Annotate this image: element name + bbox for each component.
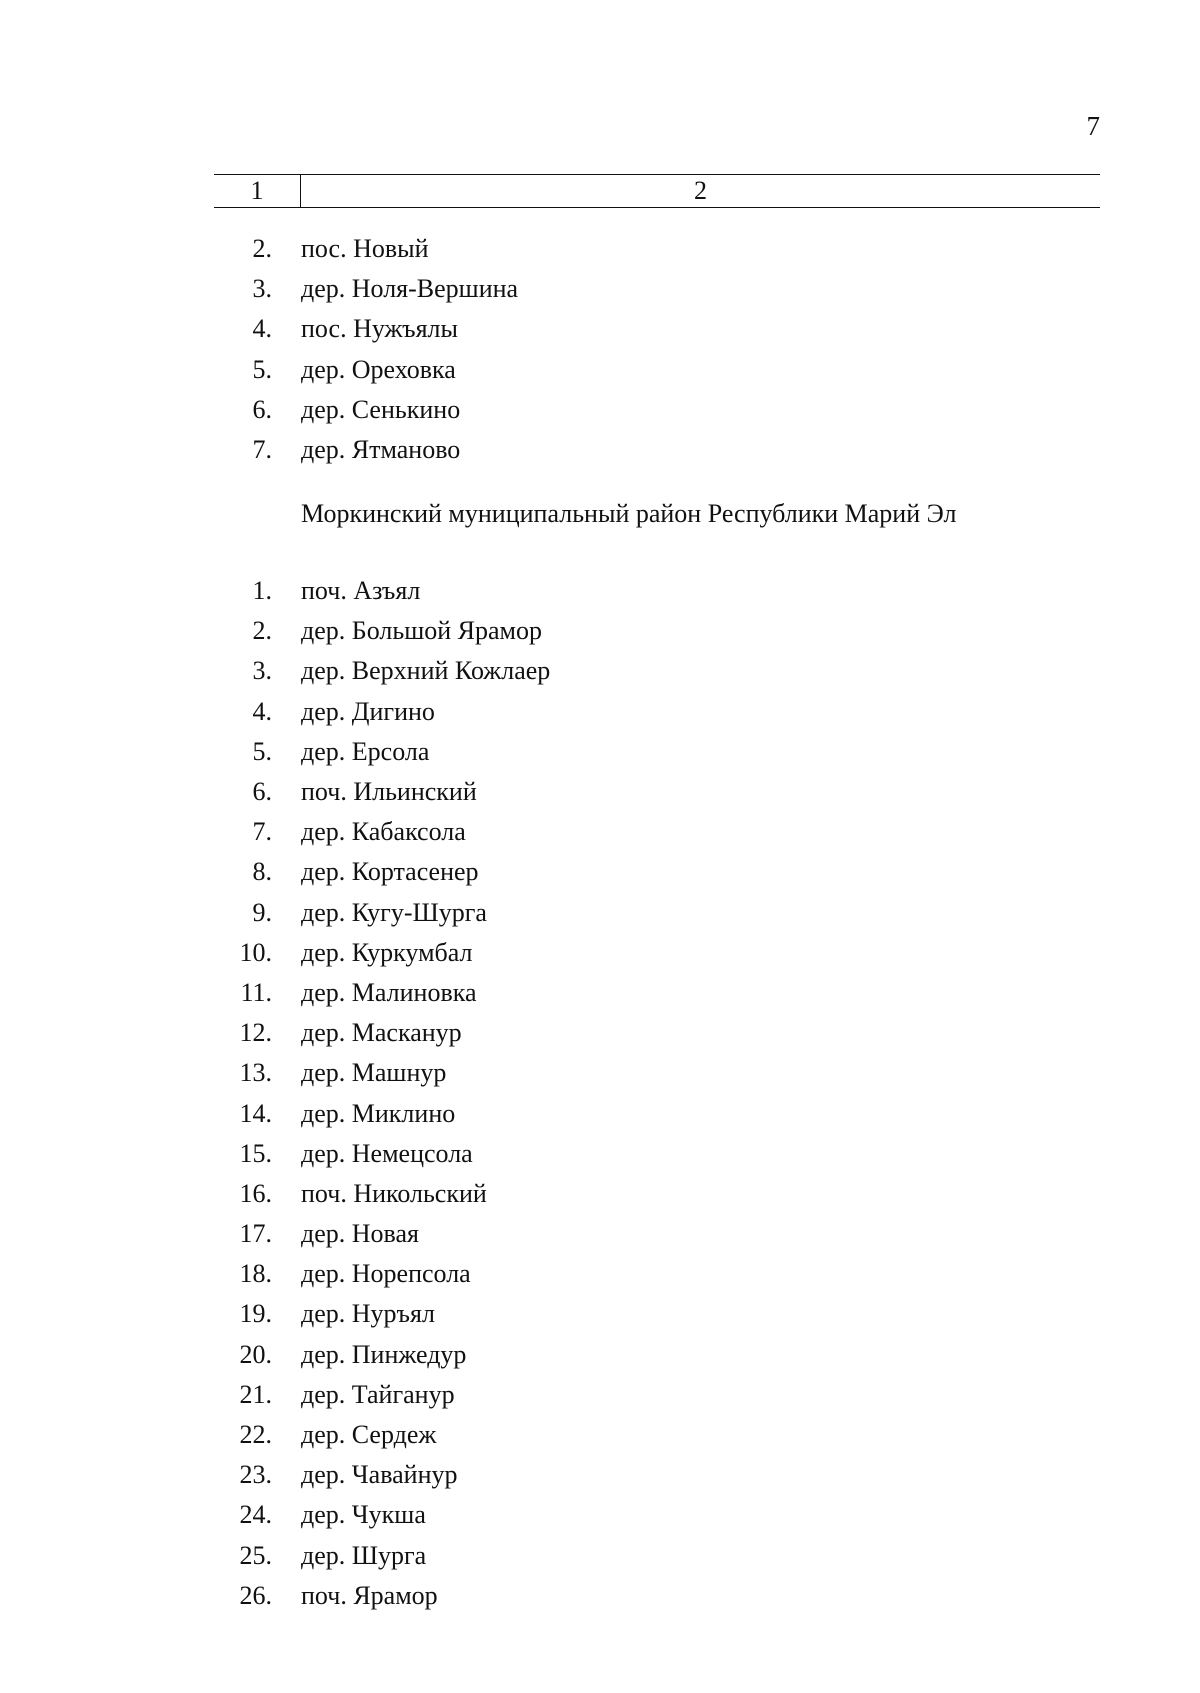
list-item — [214, 933, 1100, 973]
list-item — [214, 269, 1100, 309]
settlement-name: дер. Кортасенер — [301, 857, 479, 887]
item-number: 15. — [239, 1138, 272, 1168]
settlement-name: пос. Нужъялы — [301, 314, 459, 344]
item-number: 1. — [252, 576, 272, 606]
list-item — [214, 390, 1100, 430]
list-item — [214, 1375, 1100, 1415]
item-number: 9. — [252, 897, 272, 927]
item-number: 4. — [252, 314, 272, 344]
list-item — [214, 229, 1100, 269]
list-item — [214, 772, 1100, 812]
list-item — [214, 611, 1100, 651]
list-item — [214, 1576, 1100, 1616]
settlement-name: дер. Машнур — [301, 1058, 447, 1088]
item-number: 14. — [239, 1098, 272, 1128]
list-item — [214, 893, 1100, 933]
settlement-name: дер. Масканур — [301, 1018, 462, 1048]
item-number: 2. — [252, 616, 272, 646]
settlement-name: дер. Кугу-Шурга — [301, 897, 487, 927]
list-item — [214, 1335, 1100, 1375]
item-number: 17. — [239, 1219, 272, 1249]
column-1-header: 1 — [214, 175, 301, 207]
settlement-name: дер. Ятманово — [301, 435, 461, 465]
settlement-list-previous-district — [214, 229, 1100, 470]
settlement-name: дер. Ореховка — [301, 354, 456, 384]
settlement-name: дер. Чукша — [301, 1500, 426, 1530]
item-number: 11. — [240, 977, 272, 1007]
item-number: 3. — [252, 274, 272, 304]
settlement-name: дер. Верхний Кожлаер — [301, 656, 551, 686]
district-heading: Моркинский муниципальный район Республики Марий Эл — [301, 499, 957, 528]
item-number: 4. — [252, 696, 272, 726]
item-number: 2. — [252, 234, 272, 264]
item-number: 7. — [252, 817, 272, 847]
item-number: 6. — [252, 777, 272, 807]
settlement-name: дер. Сенькино — [301, 394, 461, 424]
item-number: 25. — [239, 1540, 272, 1570]
settlement-name: дер. Немецсола — [301, 1138, 473, 1168]
list-item — [214, 1053, 1100, 1093]
settlement-name: поч. Ильинский — [301, 777, 477, 807]
settlement-name: дер. Куркумбал — [301, 937, 473, 967]
list-item — [214, 1415, 1100, 1455]
item-number: 3. — [252, 656, 272, 686]
settlement-name: дер. Норепсола — [301, 1259, 471, 1289]
settlement-name: дер. Ноля-Вершина — [301, 274, 519, 304]
list-item — [214, 1294, 1100, 1334]
settlement-name: пос. Новый — [301, 234, 429, 264]
item-number: 7. — [252, 435, 272, 465]
list-item — [214, 651, 1100, 691]
list-item — [214, 1174, 1100, 1214]
list-item — [214, 1013, 1100, 1053]
list-item — [214, 973, 1100, 1013]
settlement-name: дер. Малиновка — [301, 977, 477, 1007]
settlement-name: дер. Сердеж — [301, 1420, 437, 1450]
settlement-name: дер. Пинжедур — [301, 1339, 467, 1369]
settlement-name: поч. Ярамор — [301, 1580, 438, 1610]
settlement-name: дер. Шурга — [301, 1540, 427, 1570]
column-2-header: 2 — [694, 176, 707, 205]
item-number: 6. — [252, 394, 272, 424]
settlement-name: дер. Дигино — [301, 696, 435, 726]
list-item — [214, 1495, 1100, 1535]
settlement-name: дер. Нуръял — [301, 1299, 435, 1329]
item-number: 19. — [239, 1299, 272, 1329]
list-item — [214, 1134, 1100, 1174]
item-number: 26. — [239, 1580, 272, 1610]
settlement-name: дер. Кабаксола — [301, 817, 466, 847]
list-item — [214, 692, 1100, 732]
settlement-name: дер. Тайганур — [301, 1379, 455, 1409]
settlement-name: дер. Миклино — [301, 1098, 456, 1128]
list-item — [214, 852, 1100, 892]
table-header — [214, 174, 1100, 208]
list-item — [214, 1093, 1100, 1133]
settlement-name: поч. Азъял — [301, 576, 421, 606]
settlement-name: дер. Новая — [301, 1219, 419, 1249]
settlement-name: дер. Ерсола — [301, 736, 430, 766]
item-number: 22. — [239, 1420, 272, 1450]
item-number: 21. — [239, 1379, 272, 1409]
item-number: 20. — [239, 1339, 272, 1369]
settlement-name: дер. Большой Ярамор — [301, 616, 542, 646]
list-item — [214, 812, 1100, 852]
item-number: 24. — [239, 1500, 272, 1530]
item-number: 16. — [239, 1178, 272, 1208]
list-item — [214, 732, 1100, 772]
item-number: 13. — [239, 1058, 272, 1088]
item-number: 23. — [239, 1460, 272, 1490]
list-item — [214, 350, 1100, 390]
settlement-list-morkinsky-district — [214, 571, 1100, 1616]
list-item — [214, 1214, 1100, 1254]
settlement-name: дер. Чавайнур — [301, 1460, 458, 1490]
item-number: 8. — [252, 857, 272, 887]
list-item — [214, 1536, 1100, 1576]
item-number: 12. — [239, 1018, 272, 1048]
list-item — [214, 1254, 1100, 1294]
list-item — [214, 430, 1100, 470]
item-number: 5. — [252, 736, 272, 766]
page-number: 7 — [1086, 111, 1100, 141]
list-item — [214, 1455, 1100, 1495]
list-item — [214, 571, 1100, 611]
item-number: 18. — [239, 1259, 272, 1289]
list-item — [214, 309, 1100, 349]
item-number: 10. — [239, 937, 272, 967]
settlement-name: поч. Никольский — [301, 1178, 487, 1208]
item-number: 5. — [252, 354, 272, 384]
